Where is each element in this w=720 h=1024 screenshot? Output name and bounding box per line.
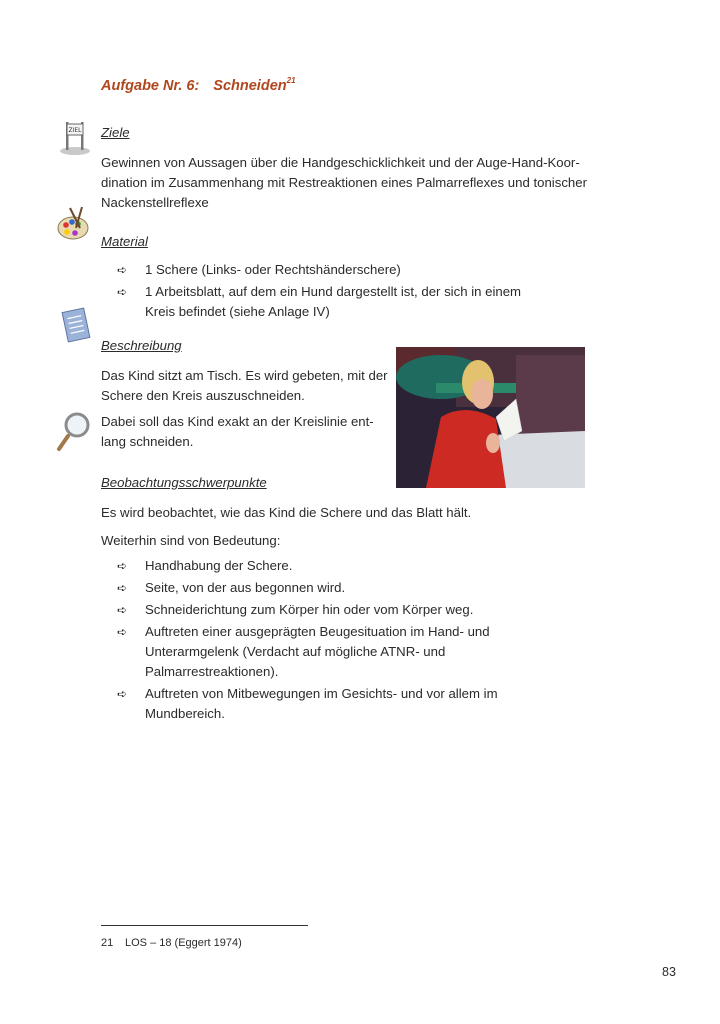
ziele-text xyxy=(101,153,601,213)
palette-icon xyxy=(56,204,92,242)
goal-flag-icon xyxy=(58,118,92,156)
beschreibung-paragraph: Dabei soll das Kind exakt an der Kreislinie ent- lang schneiden. xyxy=(101,414,374,449)
beschreibung-heading: Beschreibung xyxy=(101,338,182,353)
beobachtung-intro: Es wird beobachtet, wie das Kind die Schere und das Blatt hält. xyxy=(101,505,472,520)
magnifier-icon xyxy=(56,410,92,452)
ziele-line: Nackenstellreflexe xyxy=(101,195,209,210)
arrow-bullet-icon: ➪ xyxy=(117,687,128,701)
beobachtung-intro2: Weiterhin sind von Bedeutung: xyxy=(101,533,281,548)
beschreibung-text xyxy=(101,366,391,452)
material-list xyxy=(117,260,557,324)
list-item: ➪ Handhabung der Schere. xyxy=(117,556,557,576)
list-item: ➪ Auftreten von Mitbewegungen im Gesichts- und vor allem im Mundbereich. xyxy=(117,686,498,721)
arrow-bullet-icon: ➪ xyxy=(117,625,128,639)
svg-text:ZIEL: ZIEL xyxy=(68,127,82,134)
beobachtung-heading: Beobachtungsschwerpunkte xyxy=(101,475,267,490)
arrow-bullet-icon: ➪ xyxy=(117,263,128,277)
notepad-icon xyxy=(58,306,94,344)
page-number: 83 xyxy=(662,965,676,979)
footnote-ref: 21 xyxy=(286,76,296,85)
arrow-bullet-icon: ➪ xyxy=(117,603,128,617)
ziele-heading: Ziele xyxy=(101,125,130,140)
task-title xyxy=(101,76,296,96)
list-item: ➪ Schneiderichtung zum Körper hin oder vom Körper weg. xyxy=(117,600,557,620)
list-item: ➪ Auftreten einer ausgeprägten Beugesituation im Hand- und Unterarmgelenk (Verdacht auf mögliche ATNR- und Palmarrestreaktionen). xyxy=(117,624,490,679)
list-item: ➪ 1 Schere (Links- oder Rechtshänderschere) xyxy=(117,260,557,280)
task-title-prefix: Aufgabe Nr. 6: xyxy=(101,78,200,94)
arrow-bullet-icon: ➪ xyxy=(117,581,128,595)
ziele-line: Gewinnen von Aussagen über die Handgeschicklichkeit und der Auge-Hand-Koor- xyxy=(101,155,580,170)
footnote xyxy=(101,933,242,953)
footnote-divider xyxy=(101,925,308,926)
arrow-bullet-icon: ➪ xyxy=(117,285,128,299)
ziele-line: dination im Zusammenhang mit Restreaktionen eines Palmarreflexes und tonischer xyxy=(101,175,587,190)
list-item: ➪ Seite, von der aus begonnen wird. xyxy=(117,578,557,598)
material-heading: Material xyxy=(101,234,148,249)
list-item: ➪ 1 Arbeitsblatt, auf dem ein Hund dargestellt ist, der sich in einem Kreis befindet (siehe Anlage IV) xyxy=(117,284,522,319)
beschreibung-paragraph: Das Kind sitzt am Tisch. Es wird gebeten, mit der Schere den Kreis auszuschneiden. xyxy=(101,368,388,403)
beobachtung-list xyxy=(117,556,557,726)
footnote-text: LOS – 18 (Eggert 1974) xyxy=(125,937,242,949)
footnote-number: 21 xyxy=(101,937,114,949)
child-cutting-photo xyxy=(396,347,585,488)
arrow-bullet-icon: ➪ xyxy=(117,559,128,573)
task-title-name: Schneiden xyxy=(213,78,287,94)
